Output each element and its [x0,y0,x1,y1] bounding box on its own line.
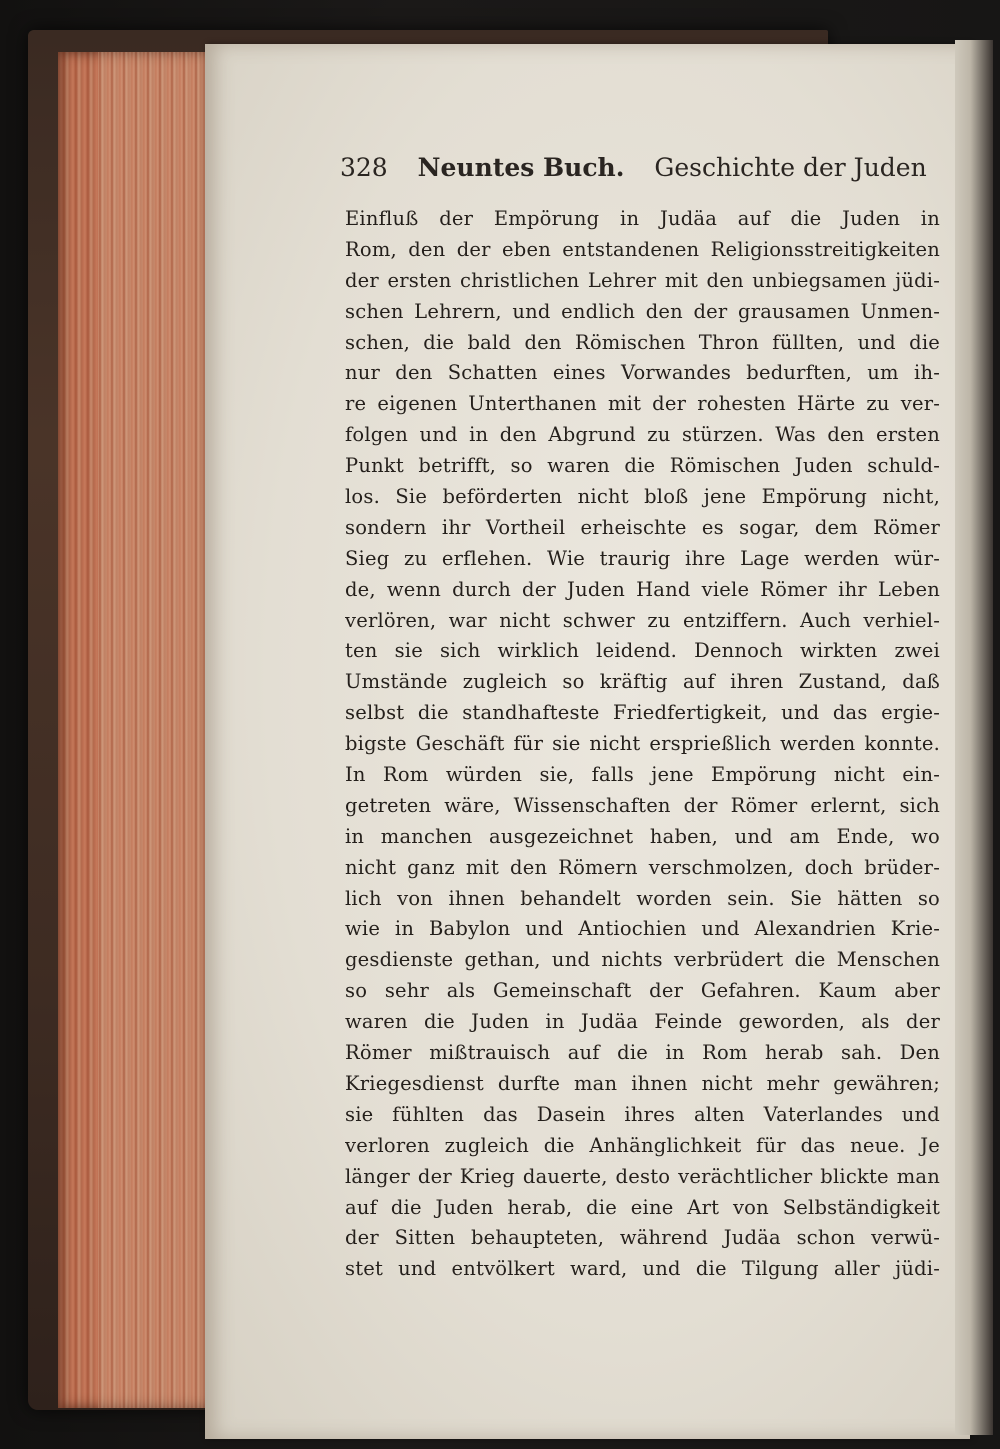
text-line: Punkt betrifft, so waren die Römischen Juden schuld- [345,454,940,478]
text-line: Umstände zugleich so kräftig auf ihren Zustand, daß [345,670,940,694]
text-line: Rom, den der eben entstandenen Religionsstreitigkeiten [345,237,940,261]
text-line: re eigenen Unterthanen mit der rohesten Härte zu ver- [345,392,940,416]
text-line: gesdienste gethan, und nichts verbrüdert die Menschen [345,948,940,972]
text-line: ten sie sich wirklich leidend. Dennoch wirkten zwei [345,639,940,663]
text-line: sie fühlten das Dasein ihres alten Vaterlandes und [345,1102,940,1126]
text-line: Sieg zu erflehen. Wie traurig ihre Lage werden wür- [345,546,940,570]
text-line: schen Lehrern, und endlich den der grausamen Unmen- [345,299,940,323]
text-line: waren die Juden in Judäa Feinde geworden, als der [345,1010,940,1034]
body-text [345,204,940,1285]
text-line: getreten wäre, Wissenschaften der Römer erlernt, sich [345,793,940,817]
text-line: In Rom würden sie, falls jene Empörung nicht ein- [345,763,940,787]
running-header [340,153,927,193]
text-line: auf die Juden herab, die eine Art von Selbständigkeit [345,1195,940,1219]
text-line: in manchen ausgezeichnet haben, und am Ende, wo [345,824,940,848]
book-label: Neuntes Buch. [417,153,625,182]
text-line: lich von ihnen behandelt worden sein. Sie hätten so [345,886,940,910]
page-number: 328 [340,153,388,182]
text-line: sondern ihr Vortheil erheischte es sogar, dem Römer [345,515,940,539]
text-line: verlören, war nicht schwer zu entziffern. Auch verhiel- [345,608,940,632]
running-title: Geschichte der Juden [654,153,927,182]
text-line: Einfluß der Empörung in Judäa auf die Juden in [345,207,940,230]
text-line: los. Sie beförderten nicht bloß jene Empörung nicht, [345,485,940,509]
page-edges [58,52,218,1408]
text-line: so sehr als Gemeinschaft der Gefahren. Kaum aber [345,979,940,1003]
text-line: de, wenn durch der Juden Hand viele Römer ihr Leben [345,577,940,601]
text-line: stet und entvölkert ward, und die Tilgung aller jüdi- [345,1257,940,1281]
text-line: der ersten christlichen Lehrer mit den unbiegsamen jüdi- [345,268,940,292]
text-line: länger der Krieg dauerte, desto verächtlicher blickte man [345,1164,940,1188]
text-line: wie in Babylon und Antiochien und Alexandrien Krie- [345,917,940,941]
text-line: Kriegesdienst durfte man ihnen nicht mehr gewähren; [345,1071,940,1095]
text-line: verloren zugleich die Anhänglichkeit für das neue. Je [345,1133,940,1157]
text-line: der Sitten behaupteten, während Judäa schon verwü- [345,1226,940,1250]
text-line: nicht ganz mit den Römern verschmolzen, doch brüder- [345,855,940,879]
text-line: schen, die bald den Römischen Thron füllten, und die [345,330,940,354]
text-line: folgen und in den Abgrund zu stürzen. Was den ersten [345,423,940,447]
text-line: selbst die standhafteste Friedfertigkeit, und das ergie- [345,701,940,725]
facing-page-edge [955,40,993,1435]
text-line: Römer mißtrauisch auf die in Rom herab sah. Den [345,1041,940,1065]
text-line: nur den Schatten eines Vorwandes bedurften, um ih- [345,361,940,385]
text-line: bigste Geschäft für sie nicht ersprießlich werden konnte. [345,732,940,756]
